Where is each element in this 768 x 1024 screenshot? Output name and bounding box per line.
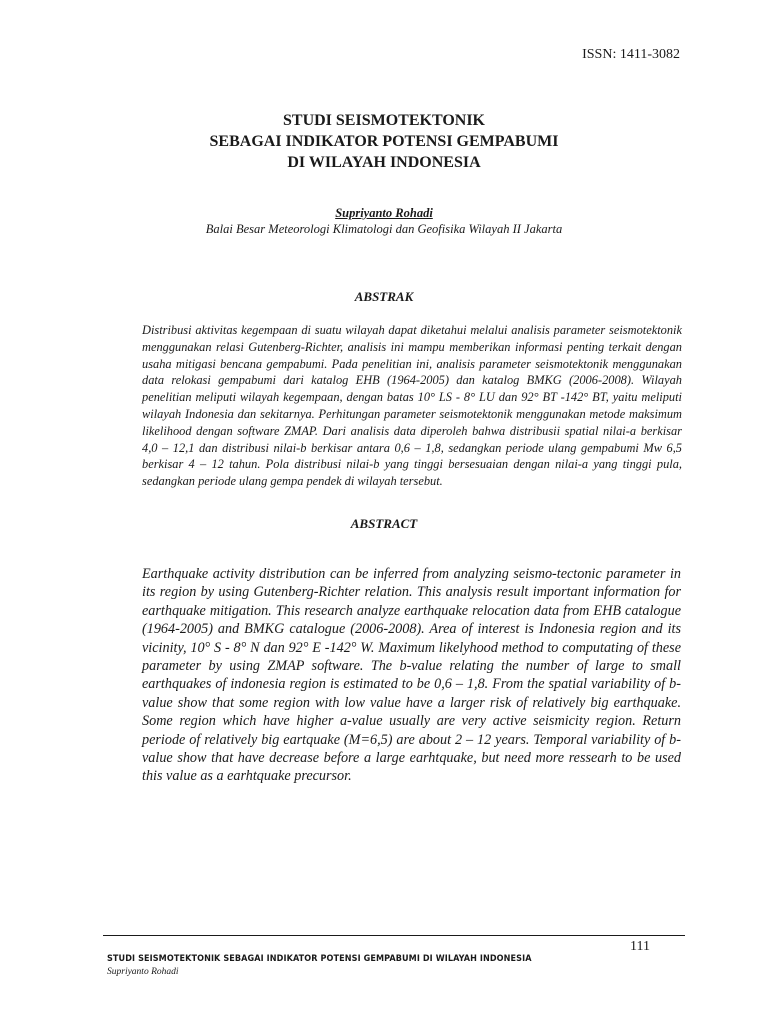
title-line-3: DI WILAYAH INDONESIA — [287, 154, 481, 171]
abstract-heading: ABSTRACT — [350, 516, 418, 531]
author-affiliation: Balai Besar Meteorologi Klimatologi dan Geofisika Wilayah II Jakarta — [205, 222, 563, 236]
abstrak-heading: ABSTRAK — [354, 289, 414, 304]
author-name — [0, 206, 768, 221]
title-line-1: STUDI SEISMOTEKTONIK — [283, 112, 485, 129]
title-line-2: SEBAGAI INDIKATOR POTENSI GEMPABUMI — [209, 133, 559, 150]
author-name-text: Supriyanto Rohadi — [335, 206, 433, 220]
footer-running-author: Supriyanto Rohadi — [107, 967, 179, 977]
abstrak-paragraph: Distribusi aktivitas kegempaan di suatu wilayah dapat diketahui melalui analisis parameter seismotektonik menggunakan relasi Gutenberg-Richter, analisis ini mampu memberikan informasi penting terkait dengan usaha mitigasi bencana gempabumi. Pada penelitian ini, analisis parameter seismotektonik menggunakan data relokasi gempabumi dari katalog EHB (1964-2005) dan katalog BMKG (2006-2008). Wilayah penelitian meliputi wilayah kegempaan, dengan batas 10° LS - 8° LU dan 92° BT -142° BT, yaitu meliputi wilayah Indonesia dan sekitarnya. Perhitungan parameter seismotektonik menggunakan metode maksimum likelihood dengan software ZMAP. Dari analisis data diperoleh bahwa distribusii spatial nilai-a berkisar 4,0 – 12,1 dan distribusi nilai-b berkisar antara 0,6 – 1,8, sedangkan periode ulang gempabumi Mw 6,5 berkisar 4 – 12 tahun. Pola distribusi nilai-b yang tinggi bersesuaian dengan nilai-a yang tinggi pula, sedangkan periode ulang gempa pendek di wilayah tersebut. — [142, 323, 682, 489]
issn-label: ISSN: 1411-3082 — [582, 47, 680, 62]
footer-divider — [103, 935, 685, 936]
footer-running-title: STUDI SEISMOTEKTONIK SEBAGAI INDIKATOR POTENSI GEMPABUMI DI WILAYAH INDONESIA — [107, 954, 532, 964]
paper-title — [0, 110, 768, 173]
page-number: 111 — [630, 939, 650, 954]
abstract-paragraph: Earthquake activity distribution can be inferred from analyzing seismo-tectonic parameter in its region by using Gutenberg-Richter relation. This analysis result important information for earthquake mitigation. This research analyze earthquake relocation data from EHB catalogue (1964-2005) and BMKG catalogue (2006-2008). Area of interest is Indonesia region and its vicinity, 10° S - 8° N dan 92° E -142° W. Maximum likelyhood method to computating of these parameter by using ZMAP software. The b-value relating the number of large to small earthquakes of indonesia region is estimated to be 0,6 – 1,8. From the spatial variability of b-value show that some region with low value have a larger risk of relatively big earthquake. Some region which have higher a-value usually are very active seismicity region. Return periode of relatively big eartquake (M=6,5) are about 2 – 12 years. Temporal variability of b-value show that have decrease before a large earhtquake, but need more ressearh to be used this value as a earhtquake precursor. — [142, 566, 681, 785]
